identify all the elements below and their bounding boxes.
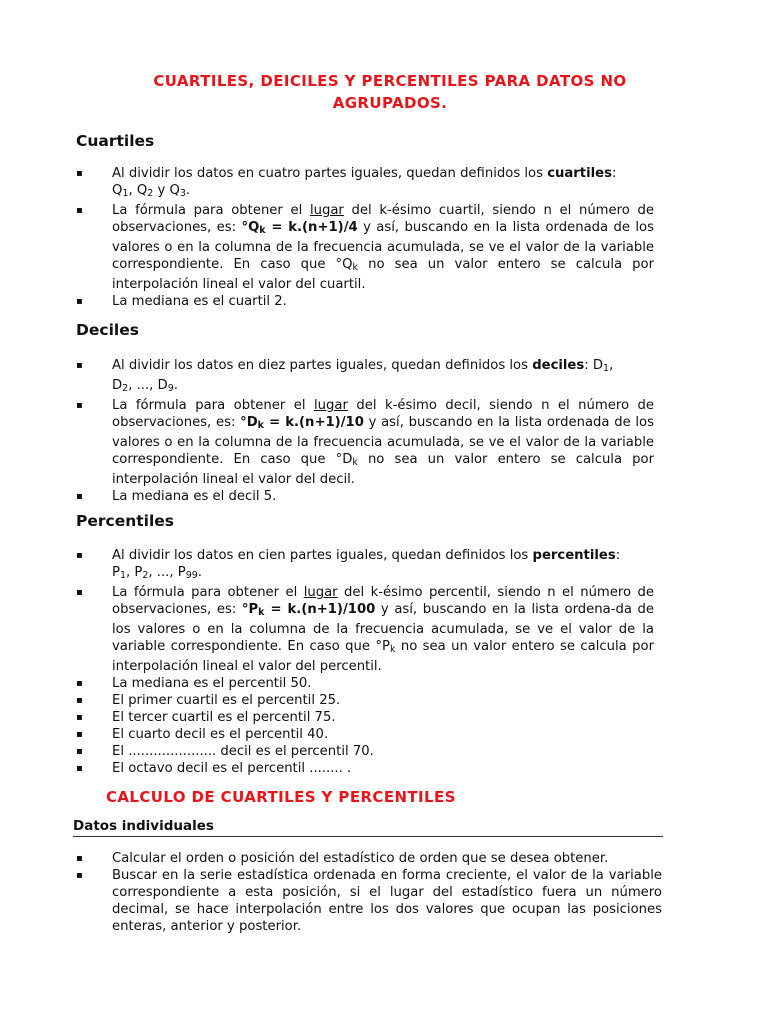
bullet-icon: ▪ xyxy=(76,491,83,502)
bullet-icon: ▪ xyxy=(76,400,83,411)
list-item: ▪ Buscar en la serie estadística ordenada en forma creciente, el valor de la variable correspondiente a esta posición, si el lugar del estadístico fuera un número decimal, se hace interpolación entre los dos valores que ocupan las posiciones enteras, anterior y posterior. xyxy=(76,868,662,934)
bullet-icon: ▪ xyxy=(76,296,83,307)
bullet-icon: ▪ xyxy=(76,712,83,723)
list-item: ▪ Al dividir los datos en cien partes iguales, quedan definidos los percentiles: $P_1$, $P_2$, ..., $P_{99}$. xyxy=(76,548,621,581)
bullet-icon: ▪ xyxy=(76,729,83,740)
bullet-icon: ▪ xyxy=(76,550,83,561)
list-item: ▪ Calcular el orden o posición del estadístico de orden que se desea obtener. xyxy=(76,851,609,866)
bullet-icon: ▪ xyxy=(76,853,83,864)
list-item: ▪ El tercer cuartil es el percentil 75. xyxy=(76,710,336,725)
list-item: ▪ El ..................... decil es el percentil 70. xyxy=(76,744,374,759)
list-item: ▪ La fórmula para obtener el lugar del k-ésimo cuartil, siendo n el número de observaciones, es: $^\circ Q_k = k.(n+1)/4$ y así, buscando en la lista ordenada de los valores o en la columna de la frecuencia acumulada, se ve el valor de la variable correspondiente. En caso que $^\circ Q_k$ no sea un valor entero se calcula por interpolación lineal el valor del cuartil. xyxy=(76,203,655,292)
deciles-list xyxy=(76,357,654,505)
list-item: ▪ El octavo decil es el percentil ........ . xyxy=(76,761,352,776)
cuartiles-list xyxy=(76,165,654,310)
bullet-icon: ▪ xyxy=(76,746,83,757)
bullet-icon: ▪ xyxy=(76,763,83,774)
calculo-heading: CALCULO DE CUARTILES Y PERCENTILES xyxy=(106,788,456,806)
percentiles-heading: Percentiles xyxy=(76,512,175,530)
document-title xyxy=(110,70,670,114)
list-item: ▪ La mediana es el decil 5. xyxy=(76,489,277,504)
bullet-icon: ▪ xyxy=(76,360,83,371)
bullet-icon: ▪ xyxy=(76,205,83,216)
list-item: ▪ Al dividir los datos en cuatro partes iguales, quedan definidos los cuartiles: $Q_1$, $Q_2$ y $Q_3$. xyxy=(76,166,617,199)
percentiles-list xyxy=(76,547,654,777)
list-item: ▪ Al dividir los datos en diez partes iguales, quedan definidos los deciles: $D_1$, $D_2$, ..., $D_9$. xyxy=(76,358,614,394)
datos-list xyxy=(76,850,662,935)
list-item: ▪ La fórmula para obtener el lugar del k-ésimo percentil, siendo n el número de observaciones, es: $^\circ P_k = k.(n+1)/100$ y así, buscando en la lista ordena-da de los valores o en la columna de la frecuencia acumulada, se ve el valor de la variable correspondiente. En caso que $^\circ P_k$ no sea un valor entero se calcula por interpolación lineal el valor del percentil. xyxy=(76,585,655,674)
list-item: ▪ La mediana es el percentil 50. xyxy=(76,676,312,691)
bullet-icon: ▪ xyxy=(76,678,83,689)
cuartiles-heading: Cuartiles xyxy=(76,132,155,150)
deciles-heading: Deciles xyxy=(76,321,139,339)
datos-individuales-heading: Datos individuales xyxy=(73,818,663,837)
title-line-2: AGRUPADOS. xyxy=(332,94,448,112)
bullet-icon: ▪ xyxy=(76,168,83,179)
bullet-icon: ▪ xyxy=(76,587,83,598)
list-item: ▪ El primer cuartil es el percentil 25. xyxy=(76,693,341,708)
title-line-1: CUARTILES, DEICILES Y PERCENTILES PARA DATOS NO xyxy=(153,72,627,90)
list-item: ▪ La mediana es el cuartil 2. xyxy=(76,294,287,309)
list-item: ▪ La fórmula para obtener el lugar del k-ésimo decil, siendo n el número de observaciones, es: $^\circ D_k = k.(n+1)/10$ y así, buscando en la lista ordenada de los valores o en la columna de la frecuencia acumulada, se ve el valor de la variable correspondiente. En caso que $^\circ D_k$ no sea un valor entero se calcula por interpolación lineal el valor del decil. xyxy=(76,398,655,487)
bullet-icon: ▪ xyxy=(76,695,83,706)
list-item: ▪ El cuarto decil es el percentil 40. xyxy=(76,727,329,742)
bullet-icon: ▪ xyxy=(76,870,83,881)
